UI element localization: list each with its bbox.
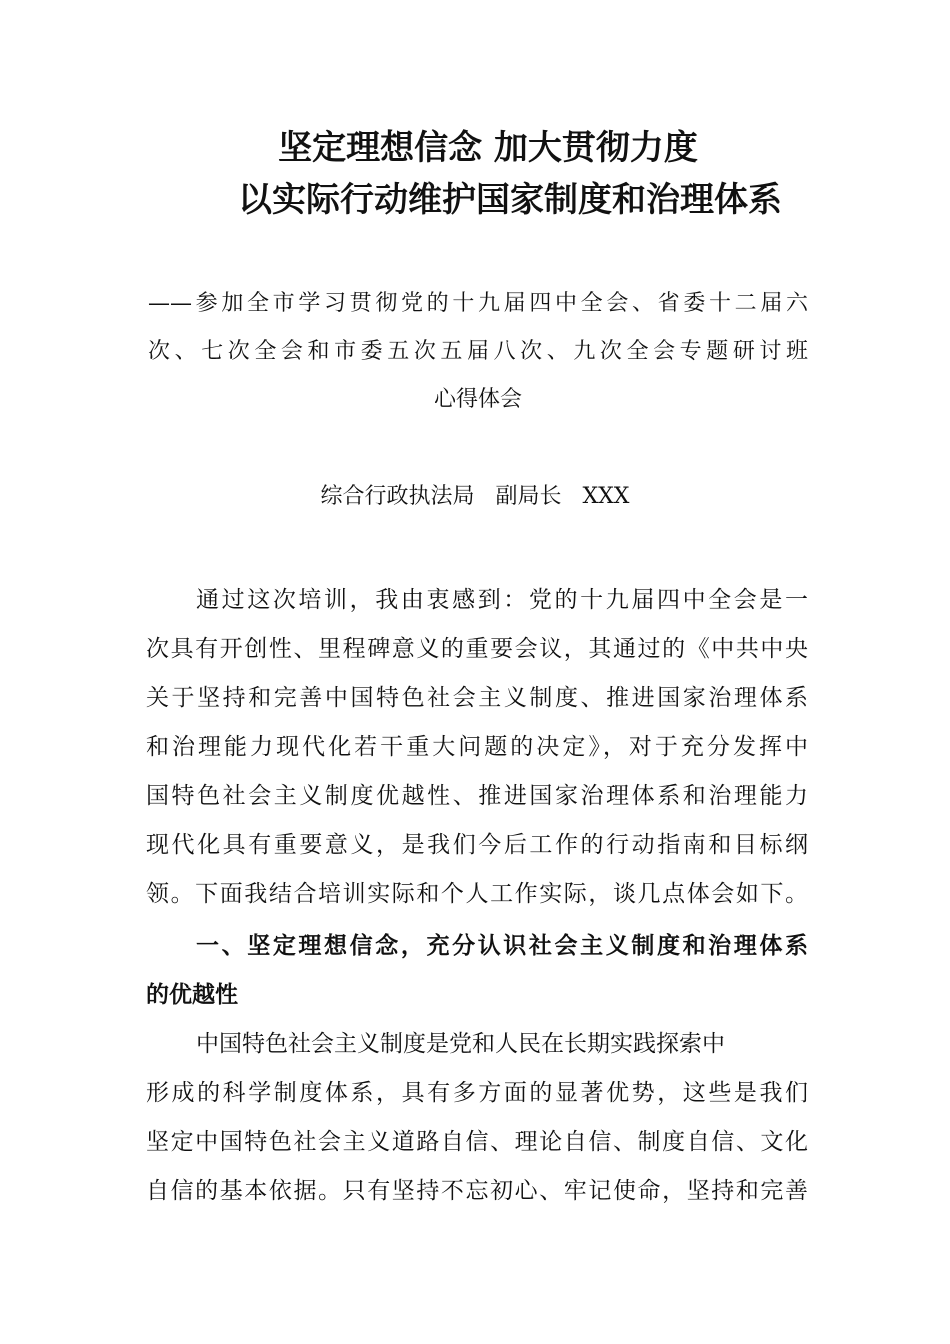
title-line-2: 以实际行动维护国家制度和治理体系 — [238, 180, 782, 220]
paragraph-line: 中国特色社会主义制度是党和人民在长期实践探索中 — [196, 1031, 725, 1057]
paragraph-line: 关于坚持和完善中国特色社会主义制度、推进国家治理体系 — [146, 685, 808, 711]
paragraph-line: 形成的科学制度体系，具有多方面的显著优势，这些是我们 — [146, 1080, 808, 1106]
subtitle-line-2: 次、七次全会和市委五次五届八次、九次全会专题研讨班 — [148, 339, 808, 364]
author-line: 综合行政执法局 副局长 XXX — [320, 484, 630, 509]
subtitle — [148, 280, 808, 424]
paragraph-2 — [146, 1020, 808, 1216]
paragraph-line: 次具有开创性、里程碑意义的重要会议，其通过的《中共中央 — [146, 636, 808, 662]
subtitle-line-3: 心得体会 — [433, 387, 522, 412]
paragraph-line: 坚定中国特色社会主义道路自信、理论自信、制度自信、文化 — [146, 1129, 808, 1155]
paragraph-line: 自信的基本依据。只有坚持不忘初心、牢记使命，坚持和完善 — [146, 1178, 808, 1204]
paragraph-line: 和治理能力现代化若干重大问题的决定》，对于充分发挥中 — [146, 734, 808, 760]
title-line-1: 坚定理想信念 加大贯彻力度 — [278, 128, 698, 168]
heading-line: 的优越性 — [146, 982, 238, 1008]
paragraph-line: 领。下面我结合培训实际和个人工作实际，谈几点体会如下。 — [146, 881, 808, 907]
paragraph-line: 国特色社会主义制度优越性、推进国家治理体系和治理能力 — [146, 783, 808, 809]
subtitle-line-1: ——参加全市学习贯彻党的十九届四中全会、省委十二届六 — [148, 291, 808, 316]
heading-line: 一、坚定理想信念，充分认识社会主义制度和治理体系 — [196, 933, 808, 959]
paragraph-line: 通过这次培训，我由衷感到：党的十九届四中全会是一 — [196, 587, 808, 613]
paragraph-line: 现代化具有重要意义，是我们今后工作的行动指南和目标纲 — [146, 832, 808, 858]
paragraph-1 — [146, 576, 808, 919]
section-heading-1 — [146, 922, 808, 1020]
